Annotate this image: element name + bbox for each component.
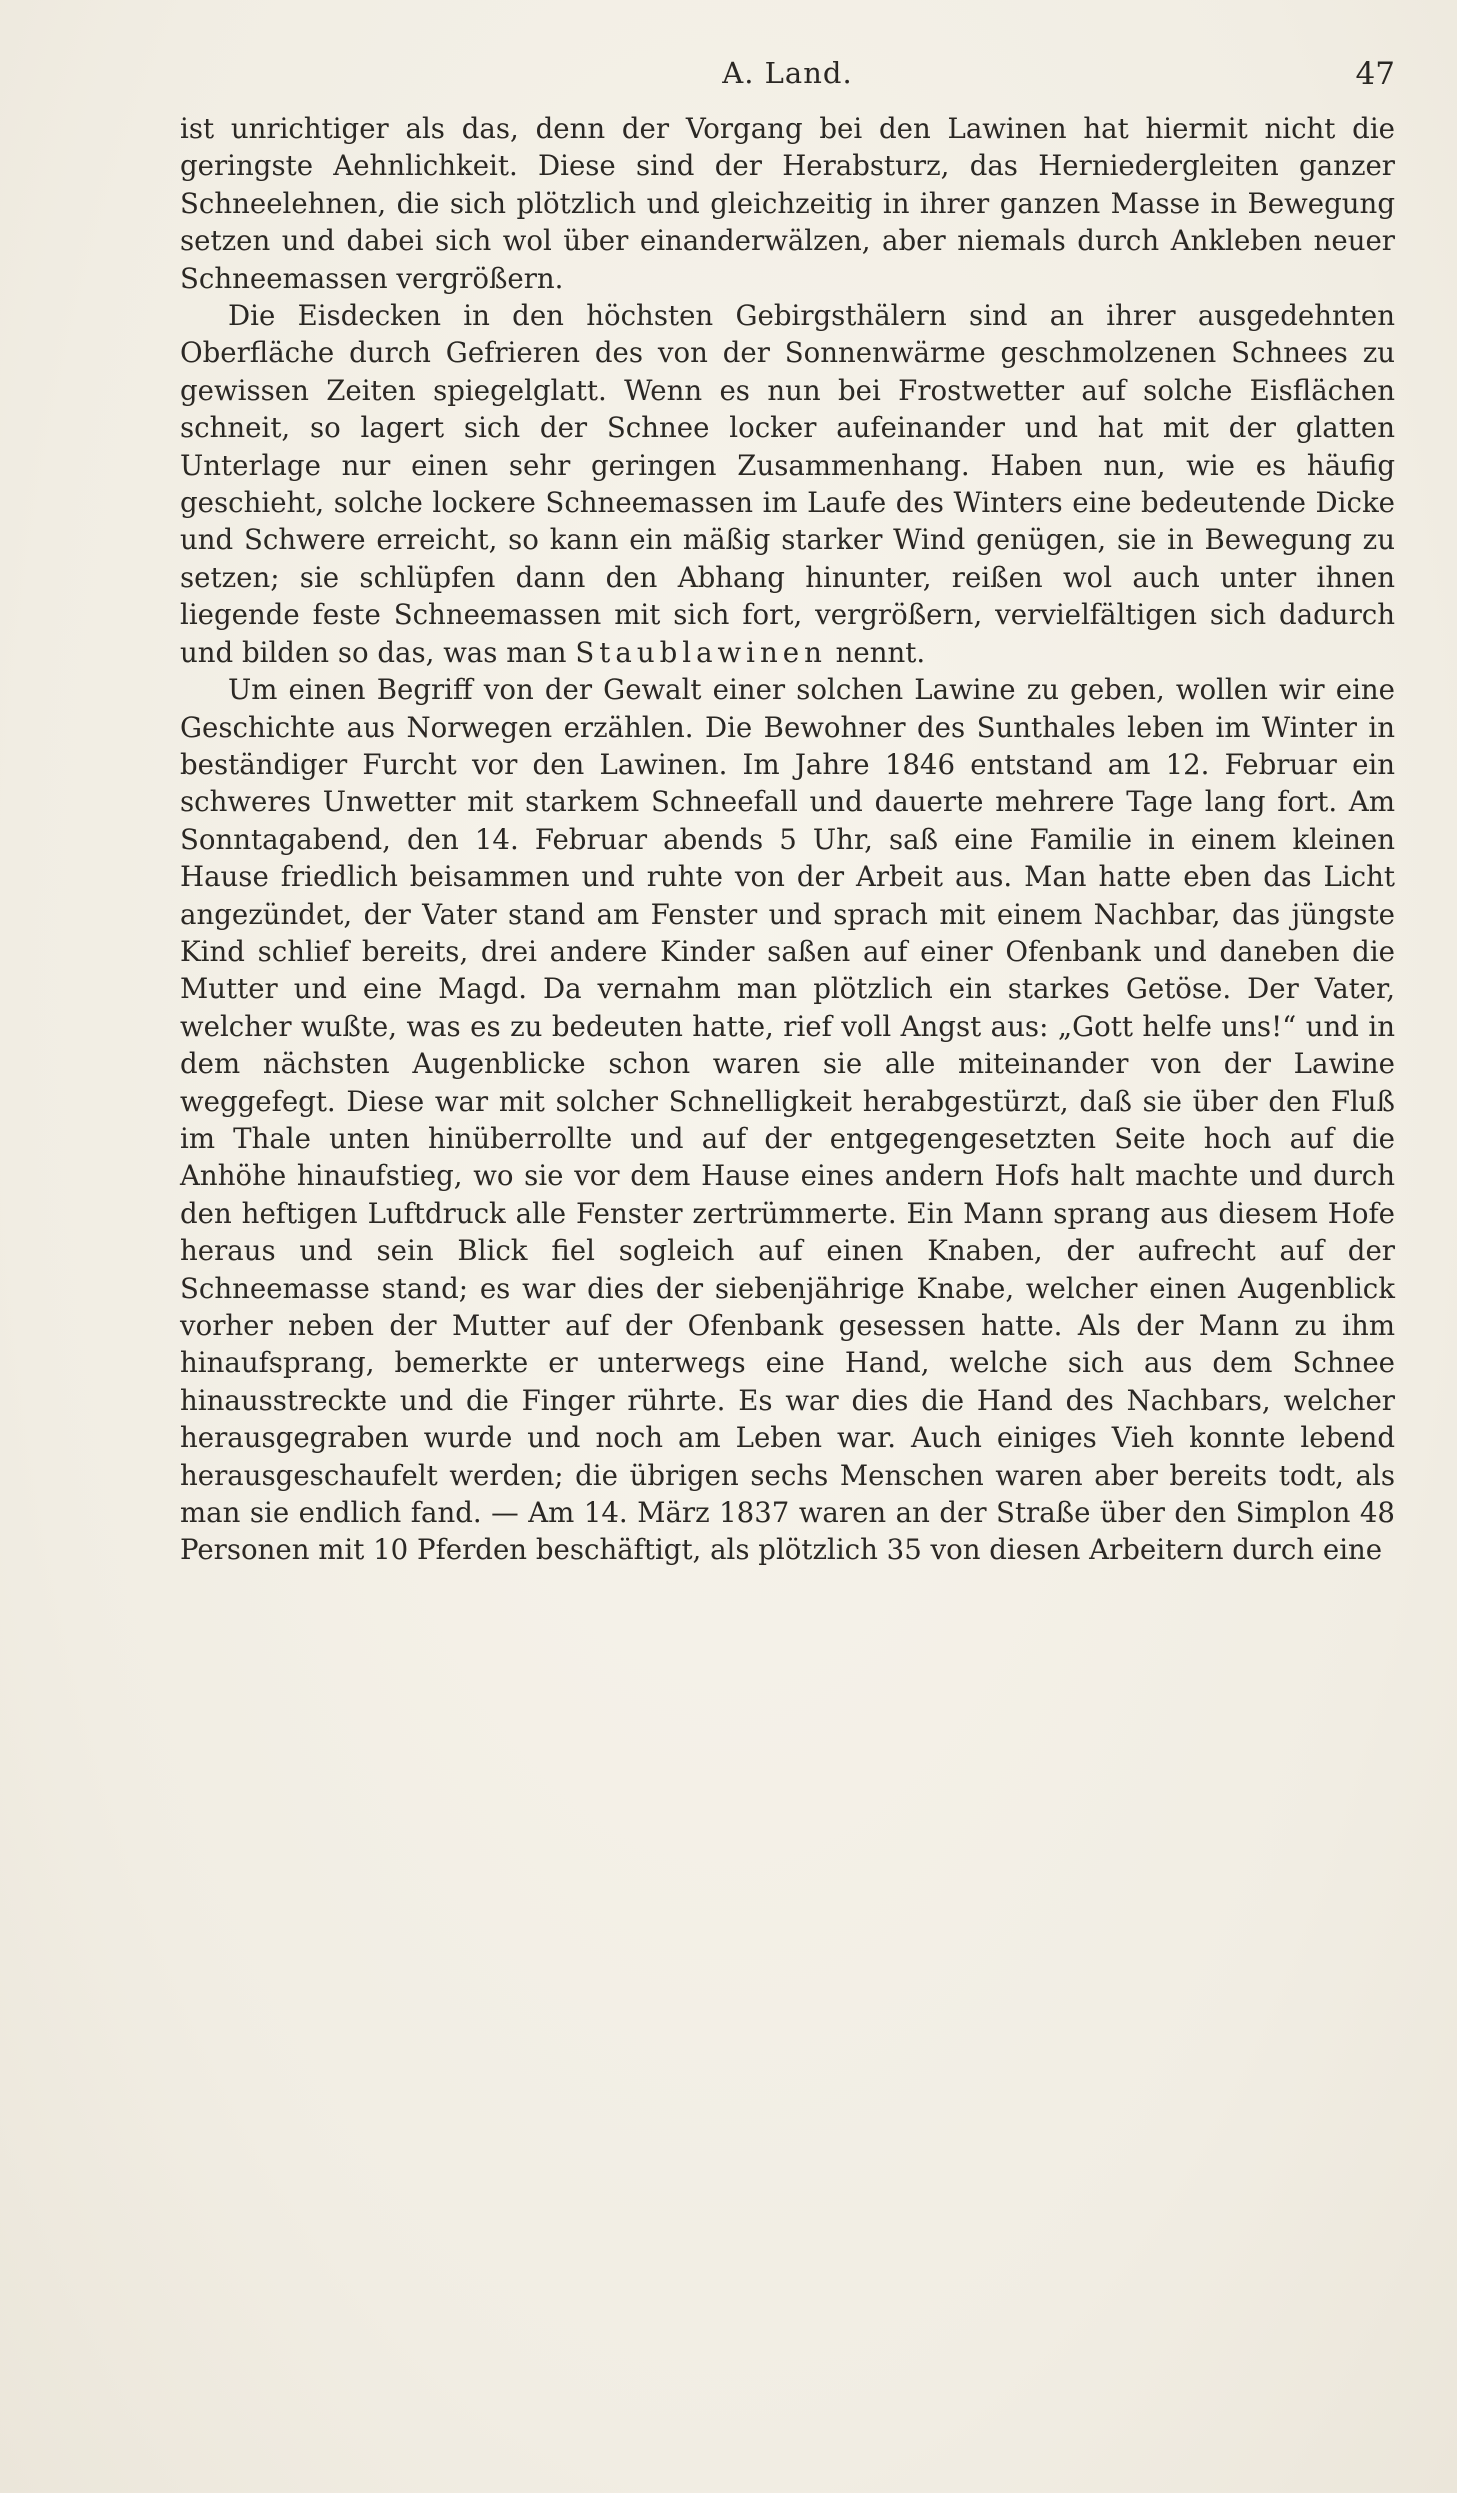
- page-header: [180, 56, 1395, 96]
- spaced-term: Staublawinen: [575, 635, 827, 669]
- paragraph-3: Um einen Begriff von der Gewalt einer solchen Lawine zu geben, wollen wir eine Geschichte aus Norwegen erzählen. Die Bewohner des Sunthales leben im Winter in beständiger Furcht vor den Lawinen. Im Jahre 1846 entstand am 12. Februar ein schweres Unwetter mit starkem Schneefall und dauerte mehrere Tage lang fort. Am Sonntagabend, den 14. Februar abends 5 Uhr, saß eine Familie in einem kleinen Hause friedlich beisammen und ruhte von der Arbeit aus. Man hatte eben das Licht angezündet, der Vater stand am Fenster und sprach mit einem Nachbar, das jüngste Kind schlief bereits, drei andere Kinder saßen auf einer Ofenbank und daneben die Mutter und eine Magd. Da vernahm man plötzlich ein starkes Getöse. Der Vater, welcher wußte, was es zu bedeuten hatte, rief voll Angst aus: „Gott helfe uns!“ und in dem nächsten Augenblicke schon waren sie alle miteinander von der Lawine weggefegt. Diese war mit solcher Schnelligkeit herabgestürzt, daß sie über den Fluß im Thale unten hinüberrollte und auf der entgegengesetzten Seite hoch auf die Anhöhe hinaufstieg, wo sie vor dem Hause eines andern Hofs halt machte und durch den heftigen Luftdruck alle Fenster zertrümmerte. Ein Mann sprang aus diesem Hofe heraus und sein Blick fiel sogleich auf einen Knaben, der aufrecht auf der Schneemasse stand; es war dies der siebenjährige Knabe, welcher einen Augenblick vorher neben der Mutter auf der Ofenbank gesessen hatte. Als der Mann zu ihm hinaufsprang, bemerkte er unterwegs eine Hand, welche sich aus dem Schnee hinausstreckte und die Finger rührte. Es war dies die Hand des Nachbars, welcher herausgegraben wurde und noch am Leben war. Auch einiges Vieh konnte lebend herausgeschaufelt werden; die übrigen sechs Menschen waren aber bereits todt, als man sie endlich fand. — Am 14. März 1837 waren an der Straße über den Simplon 48 Personen mit 10 Pferden beschäftigt, als plötzlich 35 von diesen Arbeitern durch eine: [180, 673, 1395, 1567]
- body-text: [180, 110, 1395, 1569]
- paragraph-2-text: Die Eisdecken in den höchsten Gebirgsthälern sind an ihrer ausgedehnten Oberfläche durch Gefrieren des von der Sonnenwärme geschmolzenen Schnees zu gewissen Zeiten spiegelglatt. Wenn es nun bei Frostwetter auf solche Eisflächen schneit, so lagert sich der Schnee locker aufeinander und hat mit der glatten Unterlage nur einen sehr geringen Zusammenhang. Haben nun, wie es häufig geschieht, solche lockere Schneemassen im Laufe des Winters eine bedeutende Dicke und Schwere erreicht, so kann ein mäßig starker Wind genügen, sie in Bewegung zu setzen; sie schlüpfen dann den Abhang hinunter, reißen wol auch unter ihnen liegende feste Schneemassen mit sich fort, vergrößern, vervielfältigen sich dadurch und bilden so das, was man: [180, 299, 1395, 669]
- paragraph-2-tail: nennt.: [826, 635, 926, 669]
- paragraph-1: ist unrichtiger als das, denn der Vorgang bei den Lawinen hat hiermit nicht die geringste Aehnlichkeit. Diese sind der Herabsturz, das Herniedergleiten ganzer Schneelehnen, die sich plötzlich und gleichzeitig in ihrer ganzen Masse in Bewegung setzen und dabei sich wol über einanderwälzen, aber niemals durch Ankleben neuer Schneemassen vergrößern.: [180, 112, 1395, 295]
- paragraph-2: [180, 297, 1395, 671]
- running-title: A. Land.: [722, 56, 853, 90]
- page-number: 47: [1355, 56, 1395, 92]
